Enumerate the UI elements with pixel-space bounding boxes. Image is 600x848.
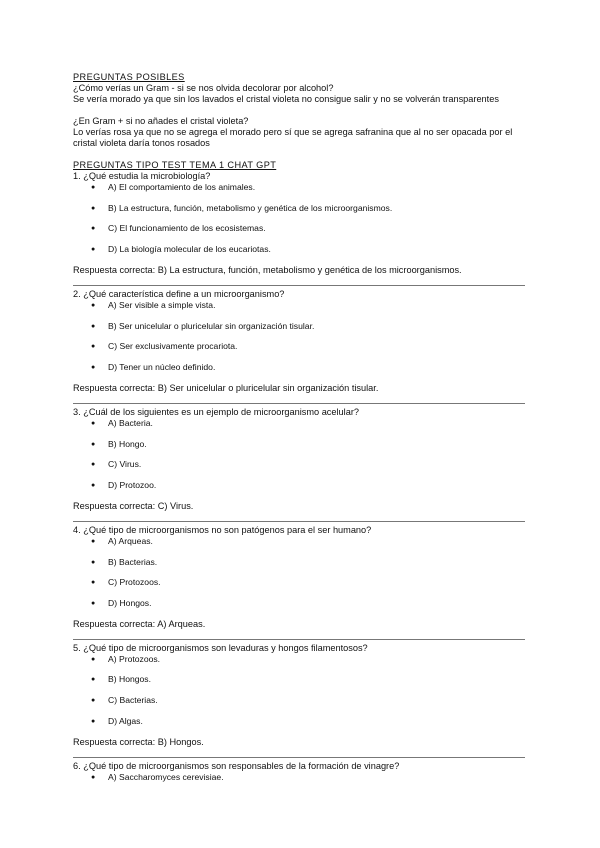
option-list <box>73 654 528 727</box>
bullet-icon: ● <box>91 461 96 469</box>
bullet-icon: ● <box>91 558 96 566</box>
question-text: 6. ¿Qué tipo de microorganismos son responsables de la formación de vinagre? <box>73 760 400 771</box>
option-item <box>73 772 528 783</box>
bullet-icon: ● <box>91 773 96 781</box>
question-block-3 <box>73 407 528 522</box>
divider <box>73 521 525 522</box>
option-item <box>73 182 528 203</box>
option-item <box>73 577 528 598</box>
option-item <box>73 674 528 695</box>
intro-question-2: ¿En Gram + si no añades el cristal violeta? <box>73 116 249 126</box>
bullet-icon: ● <box>91 537 96 545</box>
option-text: A) Ser visible a simple vista. <box>108 299 216 310</box>
option-text: A) Protozoos. <box>108 653 161 664</box>
bullet-icon: ● <box>91 343 96 351</box>
answer-text: Respuesta correcta: B) La estructura, función, metabolismo y genética de los microorganismos. <box>73 264 462 275</box>
answer-text: Respuesta correcta: B) Ser unicelular o pluricelular sin organización tisular. <box>73 382 379 393</box>
option-text: C) Protozoos. <box>108 577 161 588</box>
option-text: D) Algas. <box>108 715 143 726</box>
option-item <box>73 439 528 460</box>
option-list <box>73 418 528 491</box>
option-list <box>73 182 528 255</box>
bullet-icon: ● <box>91 655 96 663</box>
option-item <box>73 341 528 362</box>
section-title-posibles: PREGUNTAS POSIBLES <box>73 72 185 82</box>
option-item <box>73 598 528 609</box>
bullet-icon: ● <box>91 419 96 427</box>
option-item <box>73 300 528 321</box>
option-item <box>73 557 528 578</box>
divider <box>73 639 525 640</box>
option-text: C) Ser exclusivamente procariota. <box>108 341 238 352</box>
option-item <box>73 203 528 224</box>
option-item <box>73 536 528 557</box>
option-list <box>73 536 528 609</box>
option-text: B) Bacterias. <box>108 556 158 567</box>
option-item <box>73 695 528 716</box>
option-item <box>73 459 528 480</box>
bullet-icon: ● <box>91 184 96 191</box>
intro-answer-1: Se vería morado ya que sin los lavados el cristal violeta no consigue salir y no se volverán transparentes <box>73 94 499 104</box>
intro-answer-2: Lo verías rosa ya que no se agrega el morado pero sí que se agrega safranina que al no ser opacada por el cristal violeta daría tonos rosados <box>73 127 513 148</box>
divider <box>73 403 525 404</box>
option-text: A) Bacteria. <box>108 417 153 428</box>
option-item <box>73 480 528 491</box>
divider <box>73 285 525 286</box>
intro-question-1: ¿Cómo verías un Gram - si se nos olvida decolorar por alcohol? <box>73 83 334 93</box>
option-item <box>73 244 528 255</box>
option-text: D) La biología molecular de los eucariotas. <box>108 243 271 254</box>
option-text: D) Protozoo. <box>108 479 157 490</box>
bullet-icon: ● <box>91 579 96 587</box>
bullet-icon: ● <box>91 301 96 309</box>
option-text: B) Hongo. <box>108 438 147 449</box>
question-text: 5. ¿Qué tipo de microorganismos son levaduras y hongos filamentosos? <box>73 642 368 653</box>
option-list <box>73 300 528 373</box>
bullet-icon: ● <box>91 599 96 607</box>
bullet-icon: ● <box>91 440 96 448</box>
question-block-4 <box>73 525 528 640</box>
document-page <box>73 72 528 783</box>
question-text: 1. ¿Qué estudia la microbiología? <box>73 171 211 181</box>
bullet-icon: ● <box>91 697 96 705</box>
option-text: B) Ser unicelular o pluricelular sin organización tisular. <box>108 320 315 331</box>
question-block-6 <box>73 761 528 783</box>
question-text: 2. ¿Qué característica define a un microorganismo? <box>73 288 285 299</box>
option-text: A) Saccharomyces cerevisiae. <box>108 771 224 782</box>
bullet-icon: ● <box>91 204 96 212</box>
answer-text: Respuesta correcta: C) Virus. <box>73 500 194 511</box>
spacer <box>73 149 528 160</box>
option-text: B) Hongos. <box>108 674 151 685</box>
answer-text: Respuesta correcta: B) Hongos. <box>73 736 204 747</box>
bullet-icon: ● <box>91 245 96 253</box>
option-item <box>73 321 528 342</box>
bullet-icon: ● <box>91 481 96 489</box>
option-text: A) El comportamiento de los animales. <box>108 182 256 192</box>
option-text: B) La estructura, función, metabolismo y genética de los microorganismos. <box>108 202 393 213</box>
option-item <box>73 716 528 727</box>
section-title-test: PREGUNTAS TIPO TEST TEMA 1 CHAT GPT <box>73 160 277 170</box>
bullet-icon: ● <box>91 225 96 233</box>
question-block-5 <box>73 643 528 758</box>
question-block-1 <box>73 171 528 286</box>
option-text: C) Bacterias. <box>108 695 158 706</box>
option-text: D) Tener un núcleo definido. <box>108 361 216 372</box>
answer-text: Respuesta correcta: A) Arqueas. <box>73 618 206 629</box>
question-text: 3. ¿Cuál de los siguientes es un ejemplo de microorganismo acelular? <box>73 406 359 417</box>
option-item <box>73 418 528 439</box>
spacer <box>73 105 528 116</box>
question-block-2 <box>73 289 528 404</box>
bullet-icon: ● <box>91 322 96 330</box>
option-text: A) Arqueas. <box>108 535 153 546</box>
option-item <box>73 223 528 244</box>
option-list <box>73 772 528 783</box>
option-text: C) El funcionamiento de los ecosistemas. <box>108 223 266 234</box>
option-item <box>73 362 528 373</box>
option-item <box>73 654 528 675</box>
bullet-icon: ● <box>91 676 96 684</box>
option-text: D) Hongos. <box>108 597 152 608</box>
question-text: 4. ¿Qué tipo de microorganismos no son patógenos para el ser humano? <box>73 524 372 535</box>
bullet-icon: ● <box>91 363 96 371</box>
divider <box>73 757 525 758</box>
option-text: C) Virus. <box>108 459 142 470</box>
bullet-icon: ● <box>91 717 96 725</box>
